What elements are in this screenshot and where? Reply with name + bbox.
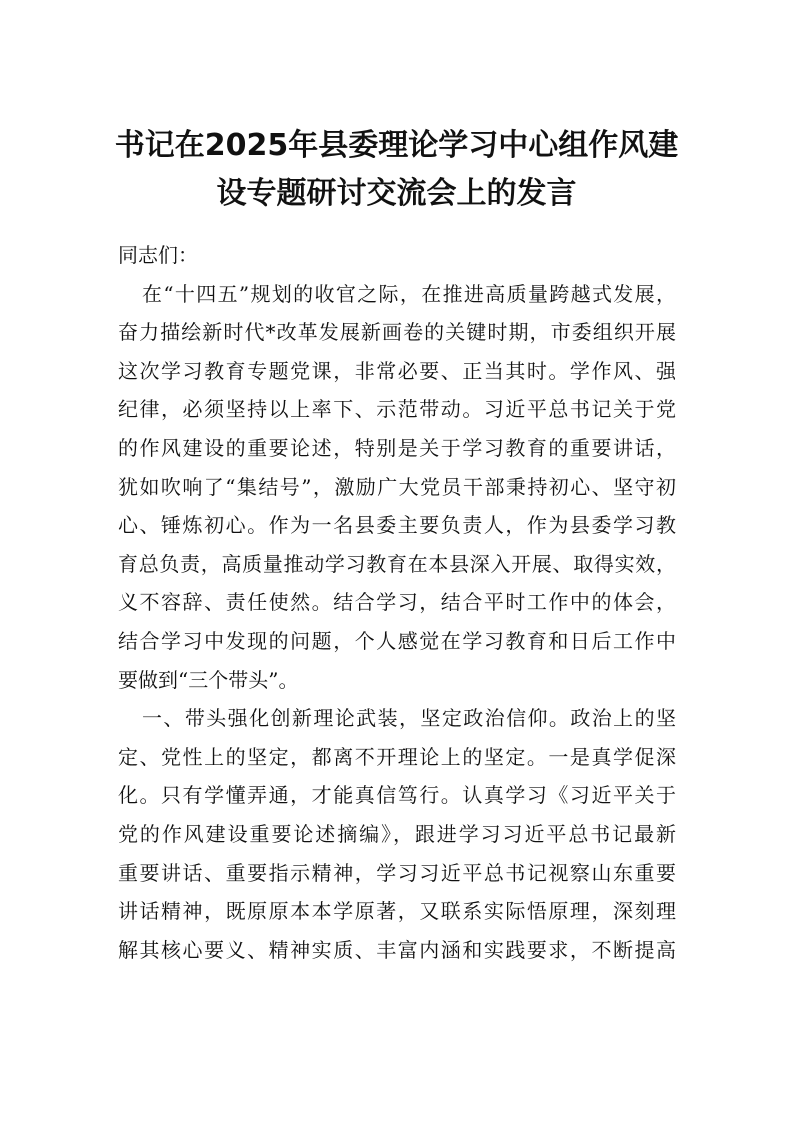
document-body bbox=[118, 236, 676, 969]
paragraph-1-line: 的作风建设的重要论述，特别是关于学习教育的重要讲话， bbox=[118, 435, 676, 460]
paragraph-1-line: 在“十四五”规划的收官之际，在推进高质量跨越式发展， bbox=[142, 281, 676, 306]
paragraph-2-line: 党的作风建设重要论述摘编》，跟进学习习近平总书记最新 bbox=[118, 821, 676, 846]
salutation: 同志们： bbox=[118, 243, 198, 267]
paragraph-1-line: 要做到“三个带头”。 bbox=[118, 667, 299, 692]
document-title-line-1: 书记在2025年县委理论学习中心组作风建 bbox=[114, 128, 679, 163]
paragraph-2-line: 化。只有学懂弄通，才能真信笃行。认真学习《习近平关于 bbox=[118, 783, 676, 808]
paragraph-1-line: 这次学习教育专题党课，非常必要、正当其时。学作风、强 bbox=[118, 358, 676, 383]
paragraph-1-line: 育总负责，高质量推动学习教育在本县深入开展、取得实效， bbox=[118, 551, 676, 576]
paragraph-2-line: 讲话精神，既原原本本学原著，又联系实际悟原理，深刻理 bbox=[118, 899, 676, 924]
paragraph-1-line: 心、锤炼初心。作为一名县委主要负责人，作为县委学习教 bbox=[118, 513, 676, 538]
paragraph-1-line: 结合学习中发现的问题，个人感觉在学习教育和日后工作中 bbox=[118, 628, 676, 653]
paragraph-1-line: 犹如吹响了“集结号”，激励广大党员干部秉持初心、坚守初 bbox=[118, 474, 676, 499]
paragraph-2-line: 定、党性上的坚定，都离不开理论上的坚定。一是真学促深 bbox=[118, 744, 676, 769]
document-title-line-2: 设专题研讨交流会上的发言 bbox=[216, 176, 577, 211]
paragraph-2-line: 一、带头强化创新理论武装，坚定政治信仰。政治上的坚 bbox=[142, 706, 676, 731]
paragraph-1-line: 义不容辞、责任使然。结合学习，结合平时工作中的体会， bbox=[118, 590, 676, 615]
paragraph-1-line: 奋力描绘新时代*改革发展新画卷的关键时期，市委组织开展 bbox=[118, 320, 676, 345]
paragraph-1-line: 纪律，必须坚持以上率下、示范带动。习近平总书记关于党 bbox=[118, 397, 676, 422]
paragraph-2-line: 解其核心要义、精神实质、丰富内涵和实践要求，不断提高 bbox=[118, 937, 676, 962]
paragraph-2-line: 重要讲话、重要指示精神，学习习近平总书记视察山东重要 bbox=[118, 860, 676, 885]
